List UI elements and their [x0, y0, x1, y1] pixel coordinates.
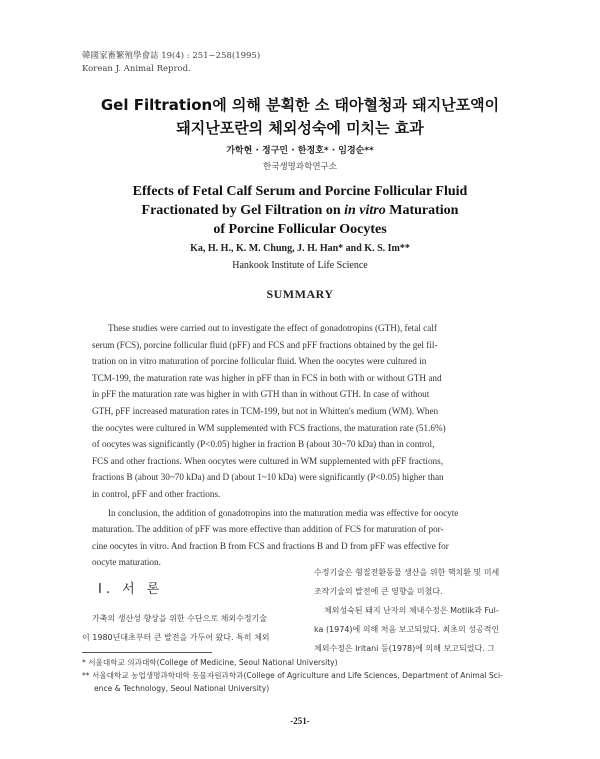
footnote-affiliation-2-continued: ence & Technology, Seoul National University) [94, 684, 270, 693]
korean-title-line-1: Gel Filtration에 의해 분획한 소 태아혈청과 돼지난포액이 [100, 96, 500, 114]
body-line: 수정기술은 형질전환동물 생산을 위한 핵치환 및 미세 [314, 568, 500, 577]
conclusion-line: In conclusion, the addition of gonadotropins into the maturation media was effective for oocyte [108, 507, 459, 518]
body-line: 체외수정은 Iritani 등(1978)에 의해 보고되었다. 그 [314, 644, 495, 653]
body-line: 조작기술의 발전에 큰 영향을 미쳤다. [314, 587, 443, 596]
abstract-line: TCM-199, the maturation rate was higher in pFF than in FCS in both with or without GTH and [92, 372, 442, 383]
abstract-line: in pFF the maturation rate was higher in with GTH than in without GTH. In case of without [92, 389, 430, 400]
page-number: -251- [290, 716, 310, 726]
body-line: ka (1974)에 의해 처음 보고되었다. 최초의 성공적인 [314, 625, 500, 634]
korean-institute: 한국생명과학연구소 [263, 162, 337, 172]
abstract-line: the oocytes were cultured in WM supplemented with FCS fractions, the maturation rate (51.6%) [92, 422, 446, 433]
abstract-line: These studies were carried out to investigate the effect of gonadotropins (GTH), fetal calf [108, 323, 437, 333]
korean-title-line-2: 돼지난포란의 체외성숙에 미치는 효과 [176, 119, 424, 137]
footnote-divider [82, 652, 212, 653]
footnotes [82, 656, 530, 695]
section-heading-introduction: I. 서 론 [98, 582, 164, 597]
abstract-line: FCS and other fractions. When oocytes were cultured in WM supplemented with pFF fractions, [92, 455, 444, 466]
conclusion-line: oocyte maturation. [92, 557, 161, 568]
footnote-affiliation-1: * 서울대학교 의과대학(College of Medicine, Seoul National University) [82, 658, 338, 667]
english-title-in-vitro: in vitro [344, 203, 386, 218]
body-line: 체외성숙된 돼지 난자의 체내수정은 Motlik과 Ful- [324, 606, 499, 615]
summary-abstract [92, 320, 520, 571]
conclusion-line: cine oocytes in vitro. And fraction B from FCS and fractions B and D from pFF was effective for [92, 540, 449, 551]
journal-name-korean: 韓國家畜繁殖學會誌 19(4) : 251~258(1995) [82, 51, 261, 61]
english-title-line-3: of Porcine Follicular Oocytes [213, 222, 387, 237]
english-title-line-2-end: Maturation [385, 203, 459, 218]
journal-citation [82, 50, 260, 76]
english-title-line-2-start: Fractionated by Gel Filtration on [141, 203, 345, 218]
abstract-line: GTH, pFF increased maturation rates in TCM-199, but not in Whitten's medium (WM). When [92, 405, 439, 416]
english-authors: Ka, H. H., K. M. Chung, J. H. Han* and K. S. Im** [190, 243, 410, 254]
body-line: 이 1980년대초부터 큰 발전을 가두어 왔다. 특히 체외 [82, 633, 270, 642]
summary-heading: SUMMARY [266, 287, 334, 301]
english-title-line-1: Effects of Fetal Calf Serum and Porcine Follicular Fluid [132, 184, 468, 199]
footnote-affiliation-2: ** 서울대학교 농업생명과학대학 동물자원과학과(College of Agriculture and Life Sciences, Department of Animal Sci- [82, 671, 503, 680]
body-column-right [314, 563, 522, 658]
conclusion-line: maturation. The addition of pFF was more effective than addition of FCS for maturation of por- [92, 524, 444, 535]
journal-name-english: Korean J. Animal Reprod. [82, 64, 191, 74]
body-line: 가축의 생산성 향상을 위한 수단으로 체외수정기술 [92, 614, 268, 623]
abstract-line: serum (FCS), porcine follicular fluid (pFF) and FCS and pFF fractions obtained by the gel fil- [92, 339, 438, 350]
abstract-line: fractions B (about 30~70 kDa) and D (about 1~10 kDa) were significantly (P<0.05) higher than [92, 472, 444, 483]
abstract-line: tration on in vitro maturation of porcine follicular fluid. When the oocytes were cultured in [92, 356, 427, 367]
english-title-line-2 [0, 203, 600, 219]
abstract-line: in control, pFF and other fractions. [92, 488, 221, 499]
korean-authors: 가학현 · 정구민 · 한정호* · 임경순** [226, 146, 374, 156]
body-column-left [82, 609, 302, 647]
abstract-line: of oocytes was significantly (P<0.05) higher in fraction B (about 30~70 kDa) than in control, [92, 439, 435, 450]
english-institute: Hankook Institute of Life Science [232, 260, 368, 271]
